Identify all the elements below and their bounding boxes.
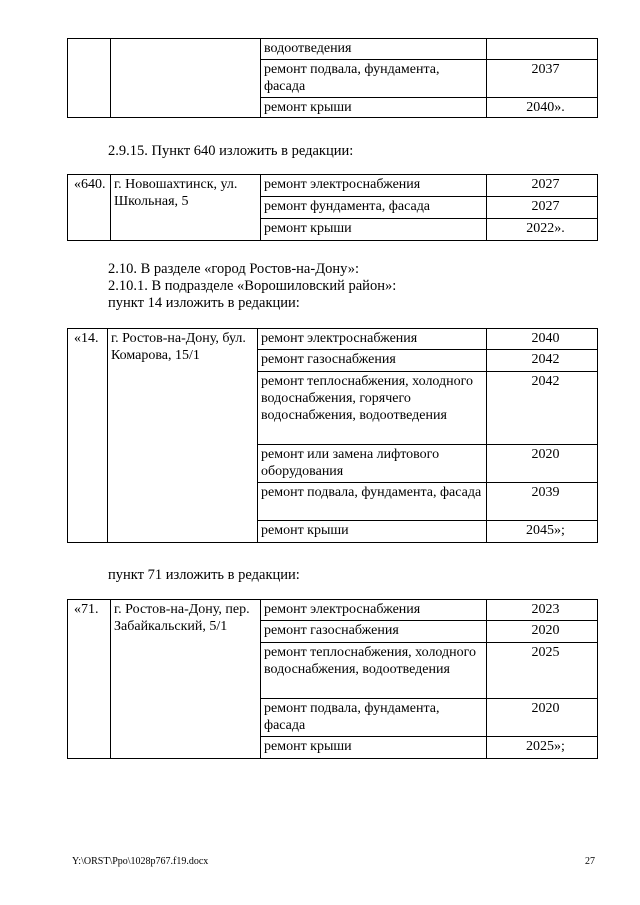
item-number: «71. — [68, 600, 111, 759]
year-cell: 2040 — [487, 329, 598, 350]
year-cell: 2025»; — [487, 737, 598, 759]
work-cell: ремонт газоснабжения — [261, 621, 487, 643]
table-row — [68, 39, 598, 60]
work-cell: ремонт теплоснабжения, холодного водоснабжения, горячего водоснабжения, водоотведения — [258, 372, 487, 445]
table-row — [68, 600, 598, 621]
work-cell: ремонт электроснабжения — [261, 175, 487, 197]
work-cell: ремонт крыши — [261, 98, 487, 118]
work-cell: ремонт крыши — [261, 219, 487, 241]
work-cell: водоотведения — [261, 39, 487, 60]
item-address: г. Новошахтинск, ул. Школьная, 5 — [111, 175, 261, 241]
year-cell: 2025 — [487, 643, 598, 699]
table-continuation — [67, 38, 598, 118]
work-cell: ремонт подвала, фундамента, фасада — [261, 60, 487, 98]
year-cell: 2020 — [487, 699, 598, 737]
work-cell: ремонт электроснабжения — [258, 329, 487, 350]
work-cell: ремонт фундамента, фасада — [261, 197, 487, 219]
work-cell: ремонт подвала, фундамента, фасада — [261, 699, 487, 737]
paragraph-point-14: пункт 14 изложить в редакции: — [108, 295, 300, 311]
item-number: «14. — [68, 329, 108, 543]
page-number: 27 — [585, 856, 595, 867]
paragraph-point-71: пункт 71 изложить в редакции: — [108, 567, 300, 583]
work-cell: ремонт электроснабжения — [261, 600, 487, 621]
item-address: г. Ростов-на-Дону, бул. Комарова, 15/1 — [108, 329, 258, 543]
work-cell: ремонт крыши — [258, 521, 487, 543]
year-cell: 2022». — [487, 219, 598, 241]
year-cell: 2023 — [487, 600, 598, 621]
year-cell: 2020 — [487, 621, 598, 643]
year-cell: 2027 — [487, 175, 598, 197]
work-cell: ремонт газоснабжения — [258, 350, 487, 372]
item-number: «640. — [68, 175, 111, 241]
year-cell: 2037 — [487, 60, 598, 98]
table-row — [68, 329, 598, 350]
paragraph-2-10: 2.10. В разделе «город Ростов-на-Дону»: — [108, 261, 359, 277]
footer-file-path: Y:\ORST\Ppo\1028p767.f19.docx — [72, 856, 209, 867]
year-cell — [487, 39, 598, 60]
year-cell: 2042 — [487, 372, 598, 445]
work-cell: ремонт подвала, фундамента, фасада — [258, 483, 487, 521]
table-row — [68, 175, 598, 197]
work-cell: ремонт крыши — [261, 737, 487, 759]
table-item-14 — [67, 328, 598, 543]
year-cell: 2045»; — [487, 521, 598, 543]
item-address: г. Ростов-на-Дону, пер. Забайкальский, 5/1 — [111, 600, 261, 759]
year-cell: 2020 — [487, 445, 598, 483]
year-cell: 2042 — [487, 350, 598, 372]
year-cell: 2040». — [487, 98, 598, 118]
paragraph-2-10-1: 2.10.1. В подразделе «Ворошиловский район»: — [108, 278, 397, 294]
year-cell: 2027 — [487, 197, 598, 219]
table-item-640 — [67, 174, 598, 241]
year-cell: 2039 — [487, 483, 598, 521]
table-item-71 — [67, 599, 598, 759]
address-cell — [111, 39, 261, 118]
number-cell — [68, 39, 111, 118]
work-cell: ремонт теплоснабжения, холодного водоснабжения, водоотведения — [261, 643, 487, 699]
work-cell: ремонт или замена лифтового оборудования — [258, 445, 487, 483]
paragraph-2-9-15: 2.9.15. Пункт 640 изложить в редакции: — [108, 143, 354, 159]
